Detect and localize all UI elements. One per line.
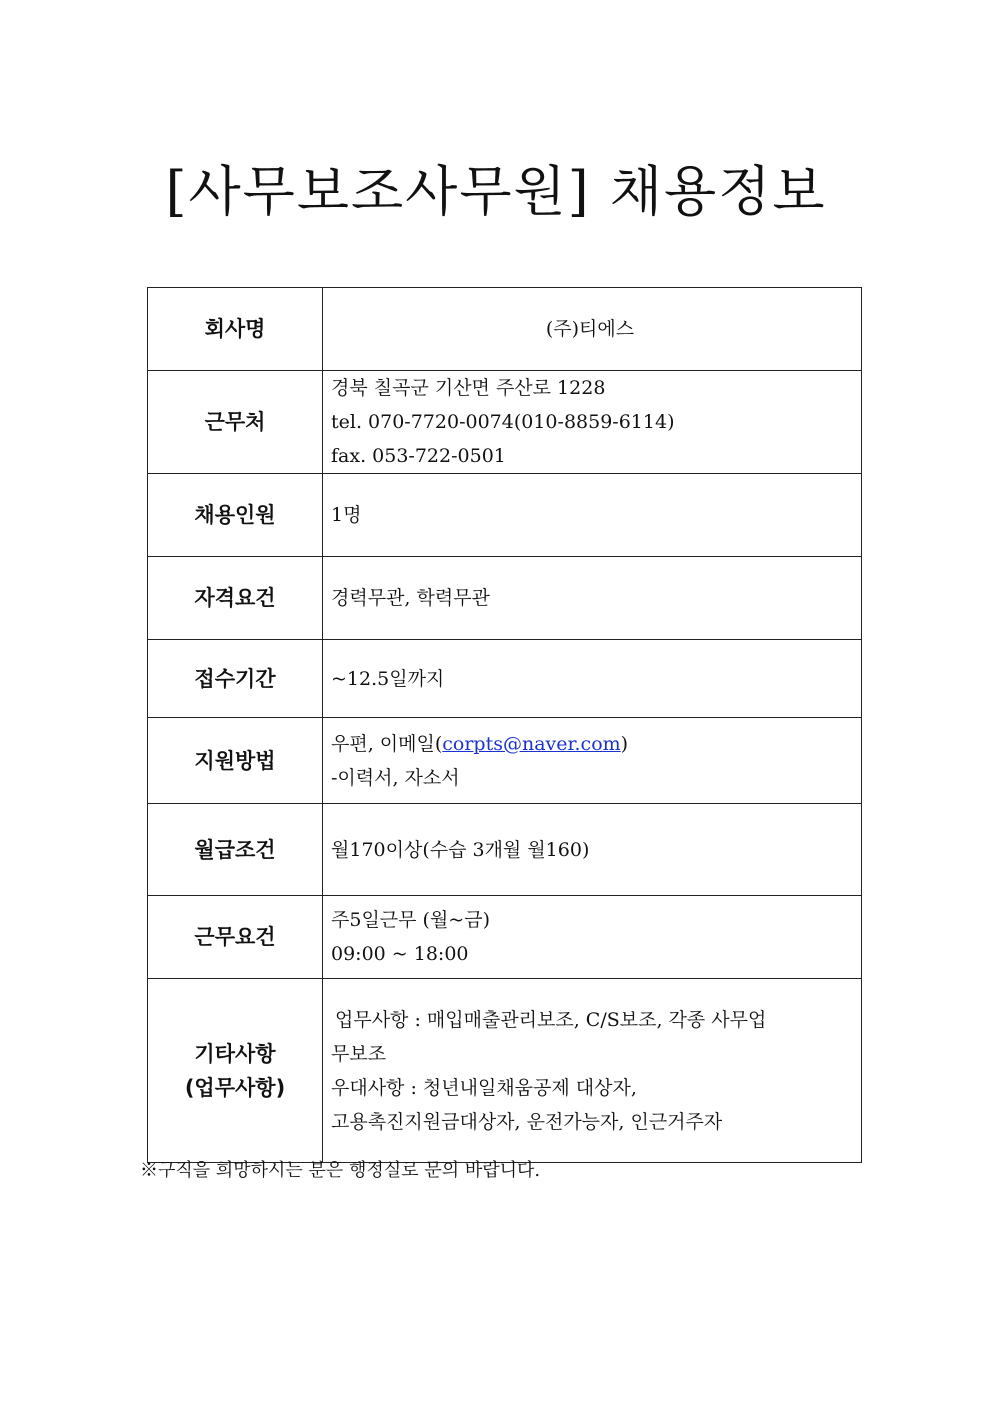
table-row-hours [148, 896, 862, 979]
duties-line-1: 업무사항 : 매입매출관리보조, C/S보조, 각종 사무업 [335, 1008, 767, 1031]
company-label: 회사명 [148, 288, 323, 371]
table-row-company [148, 288, 862, 371]
method-line-1 [331, 727, 857, 761]
salary-label: 월급조건 [148, 804, 323, 896]
email-link[interactable]: corpts@naver.com [442, 732, 621, 755]
table-row-other [148, 979, 862, 1163]
table-row-salary [148, 804, 862, 896]
table-row-workplace [148, 371, 862, 474]
method-value [323, 718, 862, 804]
method-line-2: -이력서, 자소서 [331, 766, 460, 789]
other-label-line-1: 기타사항 [194, 1041, 276, 1066]
method-suffix: ) [620, 732, 629, 755]
salary-value: 월170이상(수습 3개월 월160) [323, 804, 862, 896]
workplace-tel: tel. 070-7720-0074(010-8859-6114) [331, 411, 675, 433]
period-label: 접수기간 [148, 640, 323, 718]
workplace-label: 근무처 [148, 371, 323, 474]
page-title: [사무보조사무원] 채용정보 [165, 160, 827, 223]
headcount-label: 채용인원 [148, 474, 323, 557]
hours-line-2: 09:00 ~ 18:00 [331, 943, 469, 965]
recruitment-info-table [147, 287, 862, 1163]
other-label [148, 979, 323, 1163]
workplace-value [323, 371, 862, 474]
preference-line-1: 우대사항 : 청년내일채움공제 대상자, [331, 1076, 637, 1099]
qualification-value: 경력무관, 학력무관 [323, 557, 862, 640]
duties-line-2: 무보조 [331, 1042, 387, 1065]
headcount-value: 1명 [323, 474, 862, 557]
hours-value [323, 896, 862, 979]
other-label-line-2: (업무사항) [184, 1075, 286, 1100]
footnote: ※구직을 희망하시는 분은 행정실로 문의 바랍니다. [140, 1160, 541, 1181]
hours-label: 근무요건 [148, 896, 323, 979]
method-prefix: 우편, 이메일( [331, 732, 443, 755]
qualification-label: 자격요건 [148, 557, 323, 640]
period-value: ~12.5일까지 [323, 640, 862, 718]
table-row-headcount [148, 474, 862, 557]
table-row-period [148, 640, 862, 718]
other-value [323, 979, 862, 1163]
company-value: (주)티에스 [323, 288, 862, 371]
method-label: 지원방법 [148, 718, 323, 804]
workplace-address: 경북 칠곡군 기산면 주산로 1228 [331, 377, 606, 399]
table-row-qualification [148, 557, 862, 640]
table-row-method [148, 718, 862, 804]
workplace-fax: fax. 053-722-0501 [331, 445, 506, 467]
hours-line-1: 주5일근무 (월~금) [331, 909, 490, 931]
preference-line-2: 고용촉진지원금대상자, 운전가능자, 인근거주자 [331, 1110, 723, 1133]
